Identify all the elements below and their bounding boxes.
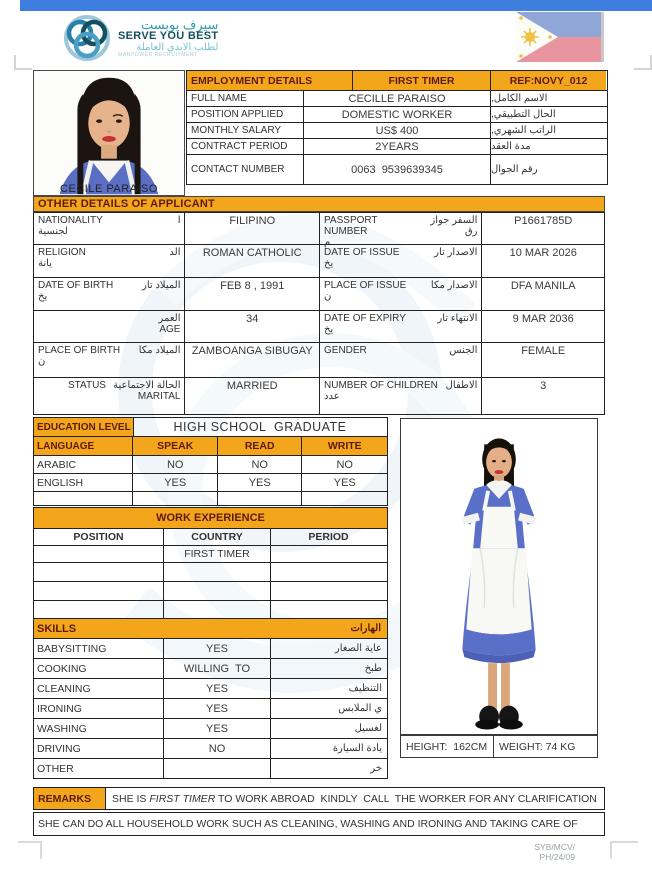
skills-title-arabic: الهارات: [350, 623, 381, 634]
applicant-portrait-photo: [33, 70, 185, 196]
education-level-value: HIGH SCHOOL GRADUATE: [173, 420, 347, 434]
table-row: [187, 139, 607, 155]
row-label: GENDER الجنس: [320, 343, 482, 377]
remarks-text-pre: SHE IS: [112, 792, 150, 805]
corner-mark-top-right: [634, 55, 652, 70]
education-level-row: [34, 418, 387, 437]
row-value: CECILLE PARAISO: [304, 91, 491, 106]
skill-arabic: لغسيل: [354, 723, 382, 734]
table-row: [34, 563, 387, 582]
empty-cell: [164, 563, 271, 581]
table-row: [34, 639, 387, 659]
logo-brand-name: SERVE YOU BEST: [118, 30, 219, 43]
table-row: [34, 343, 604, 378]
row-value: MARRIED: [185, 378, 320, 414]
table-row: [34, 582, 387, 601]
empty-cell: [271, 563, 386, 581]
reference-line-2: PH/24/09: [539, 852, 575, 862]
skill-label: COOKING: [34, 659, 164, 678]
language-name: ARABIC: [34, 456, 133, 473]
full-body-image: [401, 419, 597, 734]
row-label: DATE OF ISSUE الاصدار تار يخ: [320, 245, 482, 277]
remarks-text-italic: FIRST TIMER: [149, 792, 216, 805]
row-label: POSITION APPLIED: [187, 107, 304, 122]
logo-arabic-tagline: لطلب الايدي العاملة: [136, 41, 219, 53]
language-name: ENGLISH: [34, 474, 133, 491]
philippines-flag-icon: [516, 12, 604, 62]
empty-cell: [271, 546, 386, 562]
empty-cell: [271, 601, 386, 619]
document-reference: [470, 842, 575, 862]
skill-label: DRIVING: [34, 739, 164, 758]
table-row: [34, 699, 387, 719]
row-value: FILIPINO: [185, 213, 320, 244]
skill-arabic: عاية الصغار: [334, 643, 382, 654]
skill-value: WILLING TO: [164, 659, 271, 678]
logo-arabic-name: سيرف يوبست: [141, 16, 219, 32]
row-arabic-label: الاسم الكامل,: [491, 93, 548, 104]
row-label: FULL NAME: [187, 91, 304, 106]
skill-arabic: التنظيف: [348, 683, 382, 694]
table-row: [34, 679, 387, 699]
row-label: CONTRACT PERIOD: [187, 139, 304, 154]
row-label: PLACE OF ISSUE الاصدار مكا ن: [320, 278, 482, 310]
row-label: PASSPORT NUMBER السفر جواز رق م: [320, 213, 482, 244]
row-label: NUMBER OF CHILDREN الاطفال عدد: [320, 378, 482, 414]
row-label: العمر AGE: [34, 311, 185, 342]
skill-value: [164, 759, 271, 778]
skill-arabic: خر: [370, 763, 382, 774]
reference-line-1: SYB/MCV/: [534, 842, 575, 852]
empty-cell: [271, 582, 386, 600]
corner-mark-bottom-right: [610, 841, 638, 859]
skill-value: YES: [164, 639, 271, 658]
skill-label: IRONING: [34, 699, 164, 718]
language-speak: NO: [133, 456, 218, 473]
row-arabic-label: مدة العقد: [491, 141, 531, 152]
empty-cell: [34, 492, 133, 505]
row-value: P1661785D: [514, 215, 573, 227]
empty-cell: [218, 492, 303, 505]
work-experience-header-row: [34, 529, 387, 546]
first-timer-note: FIRST TIMER: [164, 546, 271, 562]
skill-value: YES: [164, 719, 271, 738]
employment-subtitle: FIRST TIMER: [353, 71, 491, 90]
row-arabic-label: رقم الجوال: [491, 164, 538, 175]
empty-cell: [34, 601, 164, 619]
language-write: YES: [333, 476, 356, 489]
employment-title: EMPLOYMENT DETAILS: [187, 71, 353, 90]
country-header: COUNTRY: [164, 529, 271, 545]
remarks-text-post: TO WORK ABROAD KINDLY CALL THE WORKER FOR ANY CLARIFICATION: [215, 792, 597, 805]
skill-value: NO: [164, 739, 271, 758]
row-value: FEB 8 , 1991: [185, 278, 320, 310]
speak-header: SPEAK: [133, 437, 218, 455]
row-value: 2YEARS: [304, 139, 491, 154]
corner-mark-top-left: [14, 55, 32, 70]
other-details-section-header: OTHER DETAILS OF APPLICANT: [33, 196, 605, 212]
table-row: [34, 278, 604, 311]
row-arabic-label: الراتب الشهري,: [491, 125, 556, 136]
empty-cell: [302, 492, 387, 505]
row-value: DOMESTIC WORKER: [304, 107, 491, 122]
row-label: PLACE OF BIRTH الميلاد مكا ن: [34, 343, 185, 377]
row-value: ROMAN CATHOLIC: [185, 245, 320, 277]
remarks-row-2: SHE CAN DO ALL HOUSEHOLD WORK SUCH AS CLEANING, WASHING AND IRONING AND TAKING CARE OF: [33, 812, 605, 836]
read-header: READ: [218, 437, 303, 455]
skills-table: [33, 618, 388, 779]
height-value: HEIGHT: 162CM: [401, 736, 494, 757]
other-details-table: [33, 212, 605, 415]
skill-label: CLEANING: [34, 679, 164, 698]
measurements-row: [400, 735, 598, 758]
row-value: 9 MAR 2036: [512, 313, 574, 325]
skills-title: SKILLS: [37, 622, 77, 635]
language-row-english: [34, 474, 387, 492]
skill-arabic: طبخ: [364, 663, 382, 674]
education-language-table: [33, 417, 388, 506]
table-row: [187, 155, 607, 184]
table-row: [34, 245, 604, 278]
period-header: PERIOD: [308, 531, 349, 543]
remarks-row-1: [33, 787, 605, 810]
empty-cell: [34, 546, 164, 562]
row-value: 10 MAR 2026: [509, 247, 577, 259]
table-row: [34, 213, 604, 248]
skills-header-row: [34, 619, 387, 639]
empty-cell: [133, 492, 218, 505]
table-row: [34, 659, 387, 679]
row-label: MONTHLY SALARY: [187, 123, 304, 138]
write-header: WRITE: [302, 437, 387, 455]
row-value: 0063 9539639345: [304, 155, 491, 184]
agency-logo-icon: [62, 13, 112, 63]
row-label: STATUS الحالة الاجتماعية MARITAL: [34, 378, 185, 414]
top-blue-bar: [20, 0, 652, 11]
skill-label: BABYSITTING: [34, 639, 164, 658]
remarks-text-1: [106, 788, 604, 809]
row-arabic-label: الحال التطبيقي,: [491, 109, 556, 120]
language-read: NO: [218, 456, 303, 473]
table-row: [34, 378, 604, 414]
row-label: CONTACT NUMBER: [187, 155, 304, 184]
table-row: [34, 739, 387, 759]
row-value: ZAMBOANGA SIBUGAY: [185, 343, 320, 377]
empty-cell: [34, 563, 164, 581]
language-speak: YES: [133, 474, 218, 491]
table-row: [34, 546, 387, 563]
language-header-row: [34, 437, 387, 456]
empty-cell: [164, 601, 271, 619]
table-row: [187, 123, 607, 139]
work-experience-title: WORK EXPERIENCE: [34, 508, 387, 529]
agency-logo: [62, 13, 218, 63]
row-label: NATIONALITY ا لجنسية: [34, 213, 185, 244]
table-row: [34, 719, 387, 739]
applicant-full-body-photo: [400, 418, 598, 735]
table-row: [34, 601, 387, 619]
row-value: 34: [185, 311, 320, 342]
row-label: DATE OF BIRTH الميلاد تار يخ: [34, 278, 185, 310]
language-header: LANGUAGE: [34, 437, 133, 455]
skill-arabic: يادة السيارة: [332, 743, 382, 754]
employment-header-row: [187, 71, 607, 91]
table-row: [187, 107, 607, 123]
portrait-caption: CECILE PARAISO: [60, 183, 158, 195]
corner-mark-bottom-left: [18, 841, 42, 859]
row-label: RELIGION الد يانة: [34, 245, 185, 277]
language-row-arabic: [34, 456, 387, 474]
work-experience-table: [33, 507, 388, 620]
employment-ref: REF:NOVY_012: [491, 71, 606, 90]
skill-label: OTHER: [34, 759, 164, 778]
row-value: FEMALE: [521, 345, 566, 357]
language-read: YES: [218, 474, 303, 491]
language-row-empty: [34, 492, 387, 505]
row-value: DFA MANILA: [510, 280, 576, 292]
education-level-label: EDUCATION LEVEL: [34, 418, 134, 436]
empty-cell: [34, 582, 164, 600]
remarks-label: REMARKS: [34, 788, 106, 809]
skill-label: WASHING: [34, 719, 164, 738]
table-row: [187, 91, 607, 107]
empty-cell: [164, 582, 271, 600]
table-row: [34, 311, 604, 343]
weight-value: WEIGHT: 74 KG: [499, 740, 576, 753]
position-header: POSITION: [34, 529, 164, 545]
row-value: US$ 400: [304, 123, 491, 138]
skill-value: YES: [164, 699, 271, 718]
language-write: NO: [336, 458, 353, 471]
employment-details-table: [186, 70, 608, 185]
portrait-image: [34, 71, 184, 195]
skill-arabic: ي الملابس: [338, 703, 382, 714]
row-value: 3: [540, 380, 547, 392]
row-label: DATE OF EXPIRY الانتهاء تار يخ: [320, 311, 482, 342]
logo-tagline: MANPOWER RECRUITMENT: [118, 52, 198, 59]
table-row: [34, 759, 387, 778]
skill-value: YES: [164, 679, 271, 698]
